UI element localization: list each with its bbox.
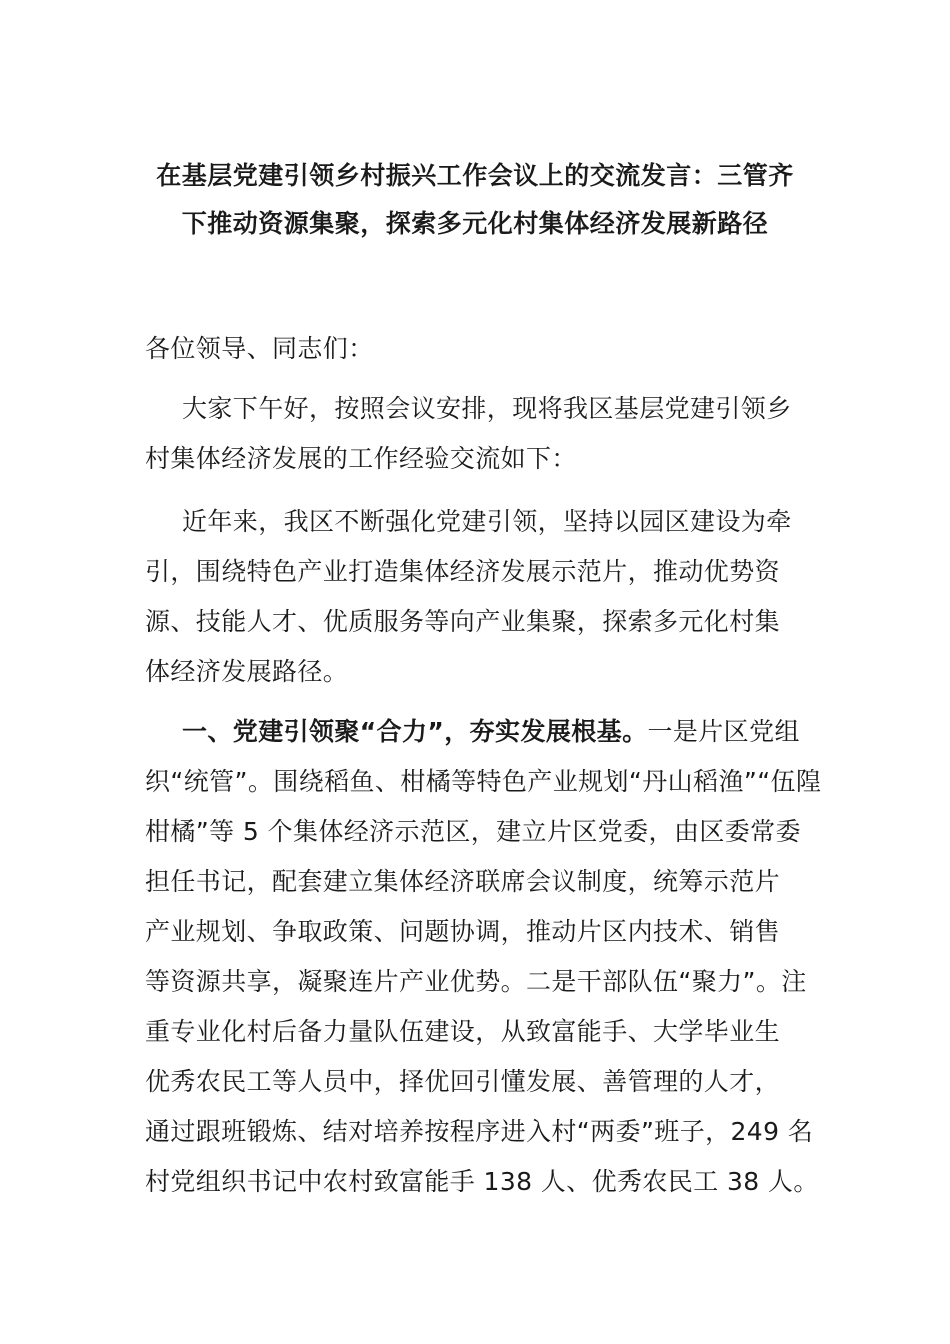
section-1-line: 村党组织书记中农村致富能手 138 人、优秀农民工 38 人。 <box>145 1167 819 1196</box>
section-1-line: 柑橘”等 5 个集体经济示范区，建立片区党委，由区委常委 <box>145 817 801 846</box>
salutation-paragraph <box>145 324 815 374</box>
section-1-first-line-rest: 一是片区党组 <box>647 717 800 746</box>
document-title <box>140 152 810 248</box>
section-1-first-line <box>145 707 815 757</box>
section-1-line: 优秀农民工等人员中，择优回引懂发展、善管理的人才， <box>145 1067 781 1096</box>
section-1-line: 担任书记，配套建立集体经济联席会议制度，统筹示范片 <box>145 867 781 896</box>
intro-line: 村集体经济发展的工作经验交流如下： <box>145 444 577 473</box>
section-1-line: 产业规划、争取政策、问题协调，推动片区内技术、销售 <box>145 917 781 946</box>
overview-line: 源、技能人才、优质服务等向产业集聚，探索多元化村集 <box>145 607 781 636</box>
overview-line: 体经济发展路径。 <box>145 657 349 686</box>
section-1-paragraph <box>145 707 822 1207</box>
section-1-line: 织“统管”。围绕稻鱼、柑橘等特色产业规划“丹山稻渔”“伍隍 <box>145 767 822 796</box>
section-1-line: 等资源共享，凝聚连片产业优势。二是干部队伍“聚力”。注 <box>145 967 807 996</box>
overview-line: 近年来，我区不断强化党建引领，坚持以园区建设为牵 <box>182 507 792 536</box>
salutation: 各位领导、同志们： <box>145 334 374 363</box>
section-1-line: 通过跟班锻炼、结对培养按程序进入村“两委”班子，249 名 <box>145 1117 814 1146</box>
section-1-heading: 一、党建引领聚“合力”，夯实发展根基。 <box>182 717 648 746</box>
overview-paragraph <box>145 497 815 697</box>
intro-paragraph <box>145 384 815 484</box>
section-1-line: 重专业化村后备力量队伍建设，从致富能手、大学毕业生 <box>145 1017 781 1046</box>
overview-line: 引，围绕特色产业打造集体经济发展示范片，推动优势资 <box>145 557 781 586</box>
title-line-2: 下推动资源集聚，探索多元化村集体经济发展新路径 <box>181 209 769 238</box>
intro-line: 大家下午好，按照会议安排，现将我区基层党建引领乡 <box>182 394 792 423</box>
title-line-1: 在基层党建引领乡村振兴工作会议上的交流发言：三管齐 <box>156 161 794 190</box>
